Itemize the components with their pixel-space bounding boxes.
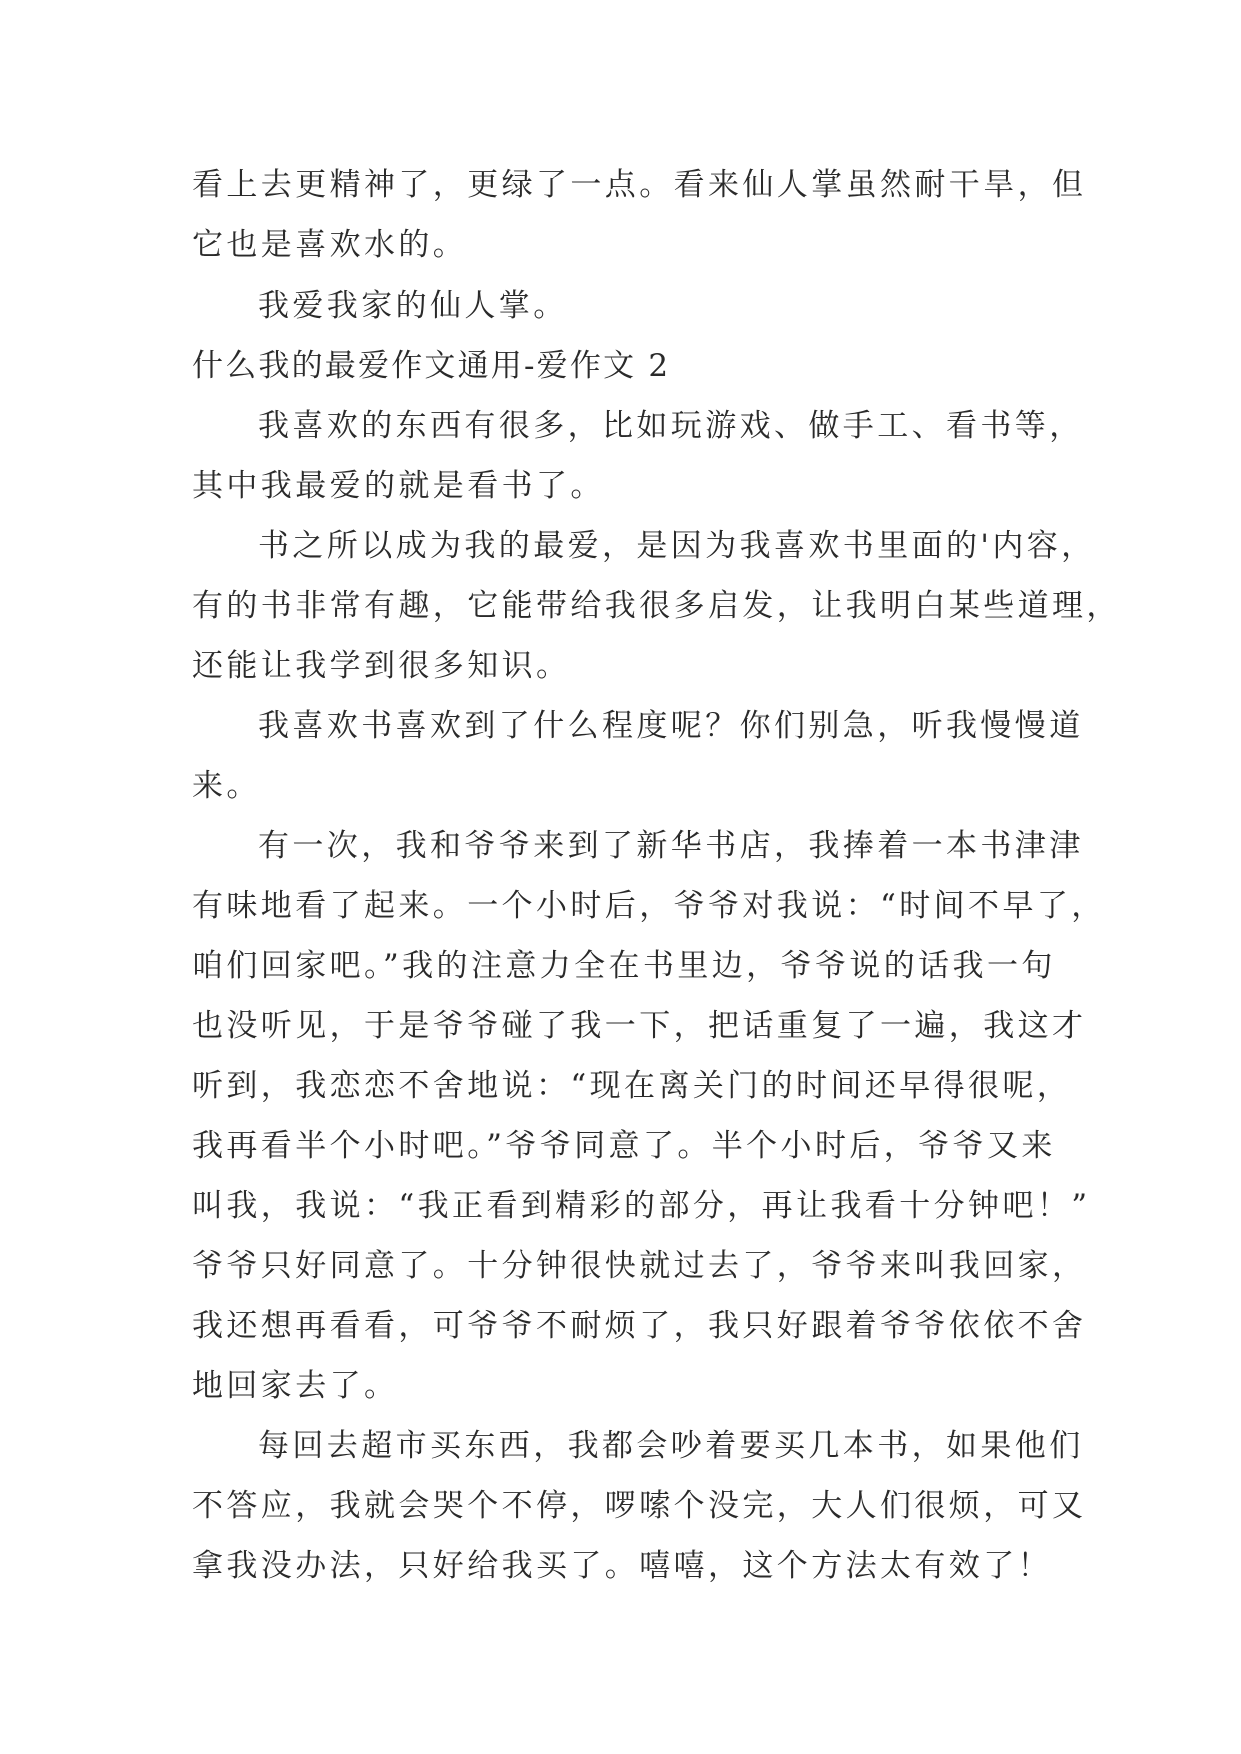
text-line: 不答应，我就会哭个不停，啰嗦个没完，大人们很烦，可又 xyxy=(192,1488,1087,1524)
text-line: 我喜欢书喜欢到了什么程度呢？你们别急，听我慢慢道 xyxy=(258,708,1084,744)
text-line: 书之所以成为我的最爱，是因为我喜欢书里面的'内容， xyxy=(258,528,1096,564)
text-line: 拿我没办法，只好给我买了。嘻嘻，这个方法太有效了！ xyxy=(192,1548,1052,1584)
text-line: 叫我，我说：“我正看到精彩的部分，再让我看十分钟吧！” xyxy=(192,1188,1091,1224)
text-line: 每回去超市买东西，我都会吵着要买几本书，如果他们 xyxy=(258,1428,1084,1464)
section-heading: 什么我的最爱作文通用-爱作文 2 xyxy=(192,348,671,384)
text-line: 有味地看了起来。一个小时后，爷爷对我说：“时间不早了， xyxy=(192,888,1106,924)
text-line: 来。 xyxy=(192,768,261,804)
text-line: 其中我最爱的就是看书了。 xyxy=(192,468,605,504)
text-line: 听到，我恋恋不舍地说：“现在离关门的时间还早得很呢， xyxy=(192,1068,1072,1104)
text-line: 有的书非常有趣，它能带给我很多启发，让我明白某些道理， xyxy=(192,588,1121,624)
text-line: 我还想再看看，可爷爷不耐烦了，我只好跟着爷爷依依不舍 xyxy=(192,1308,1087,1344)
text-line: 它也是喜欢水的。 xyxy=(192,227,468,263)
text-line: 咱们回家吧。”我的注意力全在书里边，爷爷说的话我一句 xyxy=(192,948,1056,984)
text-line: 地回家去了。 xyxy=(192,1368,399,1404)
text-line: 还能让我学到很多知识。 xyxy=(192,648,571,684)
text-line: 看上去更精神了，更绿了一点。看来仙人掌虽然耐干旱，但 xyxy=(192,167,1087,203)
text-line: 也没听见，于是爷爷碰了我一下，把话重复了一遍，我这才 xyxy=(192,1008,1087,1044)
text-line: 爷爷只好同意了。十分钟很快就过去了，爷爷来叫我回家， xyxy=(192,1248,1087,1284)
text-line: 我爱我家的仙人掌。 xyxy=(258,288,568,324)
text-line: 有一次，我和爷爷来到了新华书店，我捧着一本书津津 xyxy=(258,828,1084,864)
text-line: 我喜欢的东西有很多，比如玩游戏、做手工、看书等， xyxy=(258,408,1084,444)
text-line: 我再看半个小时吧。”爷爷同意了。半个小时后，爷爷又来 xyxy=(192,1128,1056,1164)
